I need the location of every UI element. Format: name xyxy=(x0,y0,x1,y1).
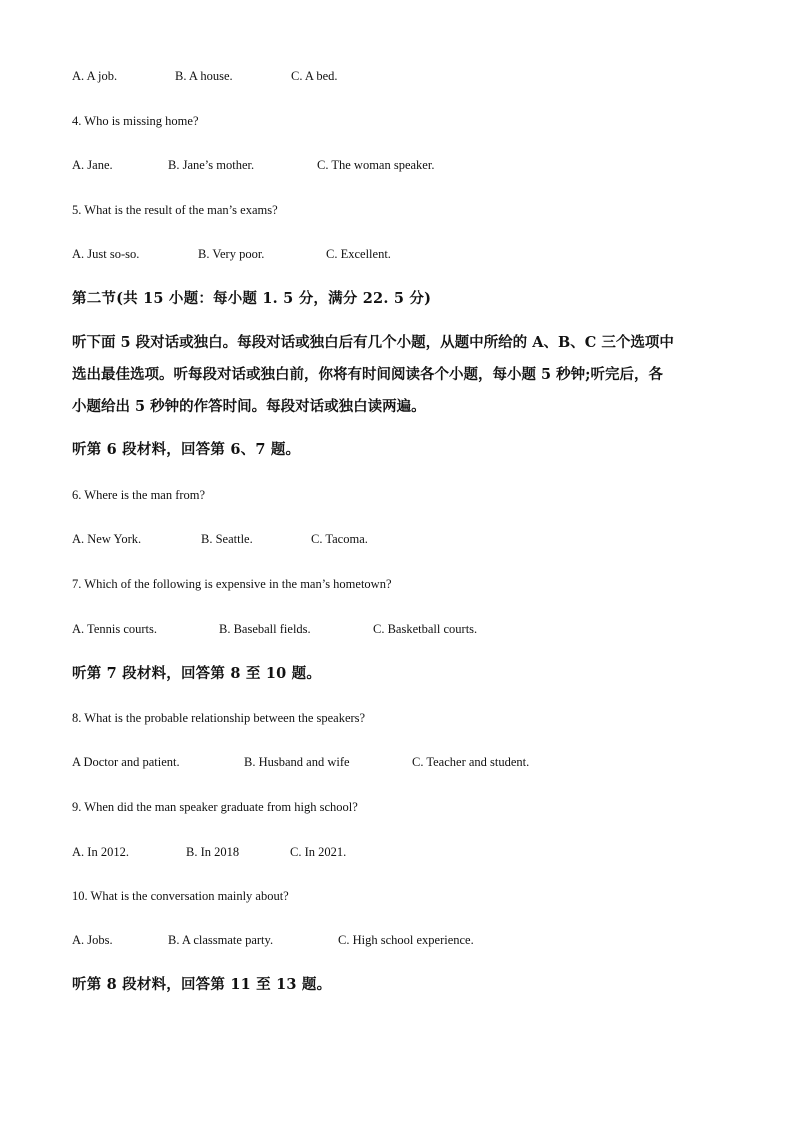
q3-options xyxy=(72,68,338,84)
q5-option-c: C. Excellent. xyxy=(326,247,391,261)
q5-question: 5. What is the result of the man’s exams? xyxy=(72,203,278,217)
q4-option-b: B. Jane’s mother. xyxy=(168,158,255,172)
q7-option-c: C. Basketball courts. xyxy=(373,622,478,636)
part8-heading: 听第 8 段材料，回答第 11 至 13 题。 xyxy=(72,976,332,993)
q8-options xyxy=(72,754,529,770)
q4-question: 4. Who is missing home? xyxy=(72,114,199,128)
q6-option-a: A. New York. xyxy=(72,532,142,546)
section2-title: 第二节(共 15 小题：每小题 1. 5 分，满分 22. 5 分) xyxy=(72,290,432,307)
q6-options xyxy=(72,531,368,547)
q10-option-a: A. Jobs. xyxy=(72,933,113,947)
q8-option-b: B. Husband and wife xyxy=(244,755,350,769)
instructions-line-1: 听下面 5 段对话或独白。每段对话或独白后有几个小题，从题中所给的 A、B、C 三个选项中 xyxy=(72,334,674,351)
part6-heading: 听第 6 段材料，回答第 6、7 题。 xyxy=(72,441,301,458)
q3-option-a: A. A job. xyxy=(72,69,118,83)
q10-option-b: B. A classmate party. xyxy=(168,933,274,947)
q9-option-b: B. In 2018 xyxy=(186,845,240,859)
q9-option-a: A. In 2012. xyxy=(72,845,129,859)
q8-question: 8. What is the probable relationship between the speakers? xyxy=(72,711,366,725)
q4-option-c: C. The woman speaker. xyxy=(317,158,435,172)
q7-options xyxy=(72,621,477,637)
q10-option-c: C. High school experience. xyxy=(338,933,474,947)
q6-option-b: B. Seattle. xyxy=(201,532,253,546)
q7-question: 7. Which of the following is expensive in the man’s hometown? xyxy=(72,577,392,591)
q9-options xyxy=(72,844,346,860)
q5-option-b: B. Very poor. xyxy=(198,247,265,261)
q5-options xyxy=(72,246,391,262)
q4-options xyxy=(72,157,434,173)
q5-option-a: A. Just so-so. xyxy=(72,247,140,261)
q8-option-a: A Doctor and patient. xyxy=(72,755,180,769)
section2-instructions xyxy=(72,327,724,423)
q6-option-c: C. Tacoma. xyxy=(311,532,368,546)
q10-options xyxy=(72,932,474,948)
q6-question: 6. Where is the man from? xyxy=(72,488,206,502)
q7-option-b: B. Baseball fields. xyxy=(219,622,311,636)
q9-option-c: C. In 2021. xyxy=(290,845,347,859)
part7-heading: 听第 7 段材料，回答第 8 至 10 题。 xyxy=(72,665,322,682)
q10-question: 10. What is the conversation mainly about? xyxy=(72,889,289,903)
q3-option-c: C. A bed. xyxy=(291,69,338,83)
q9-question: 9. When did the man speaker graduate from high school? xyxy=(72,800,358,814)
instructions-line-2: 选出最佳选项。听每段对话或独白前，你将有时间阅读各个小题，每小题 5 秒钟;听完后，各 xyxy=(72,366,664,383)
q8-option-c: C. Teacher and student. xyxy=(412,755,530,769)
q3-option-b: B. A house. xyxy=(175,69,233,83)
q4-option-a: A. Jane. xyxy=(72,158,113,172)
q7-option-a: A. Tennis courts. xyxy=(72,622,157,636)
instructions-line-3: 小题给出 5 秒钟的作答时间。每段对话或独白读两遍。 xyxy=(72,398,426,415)
